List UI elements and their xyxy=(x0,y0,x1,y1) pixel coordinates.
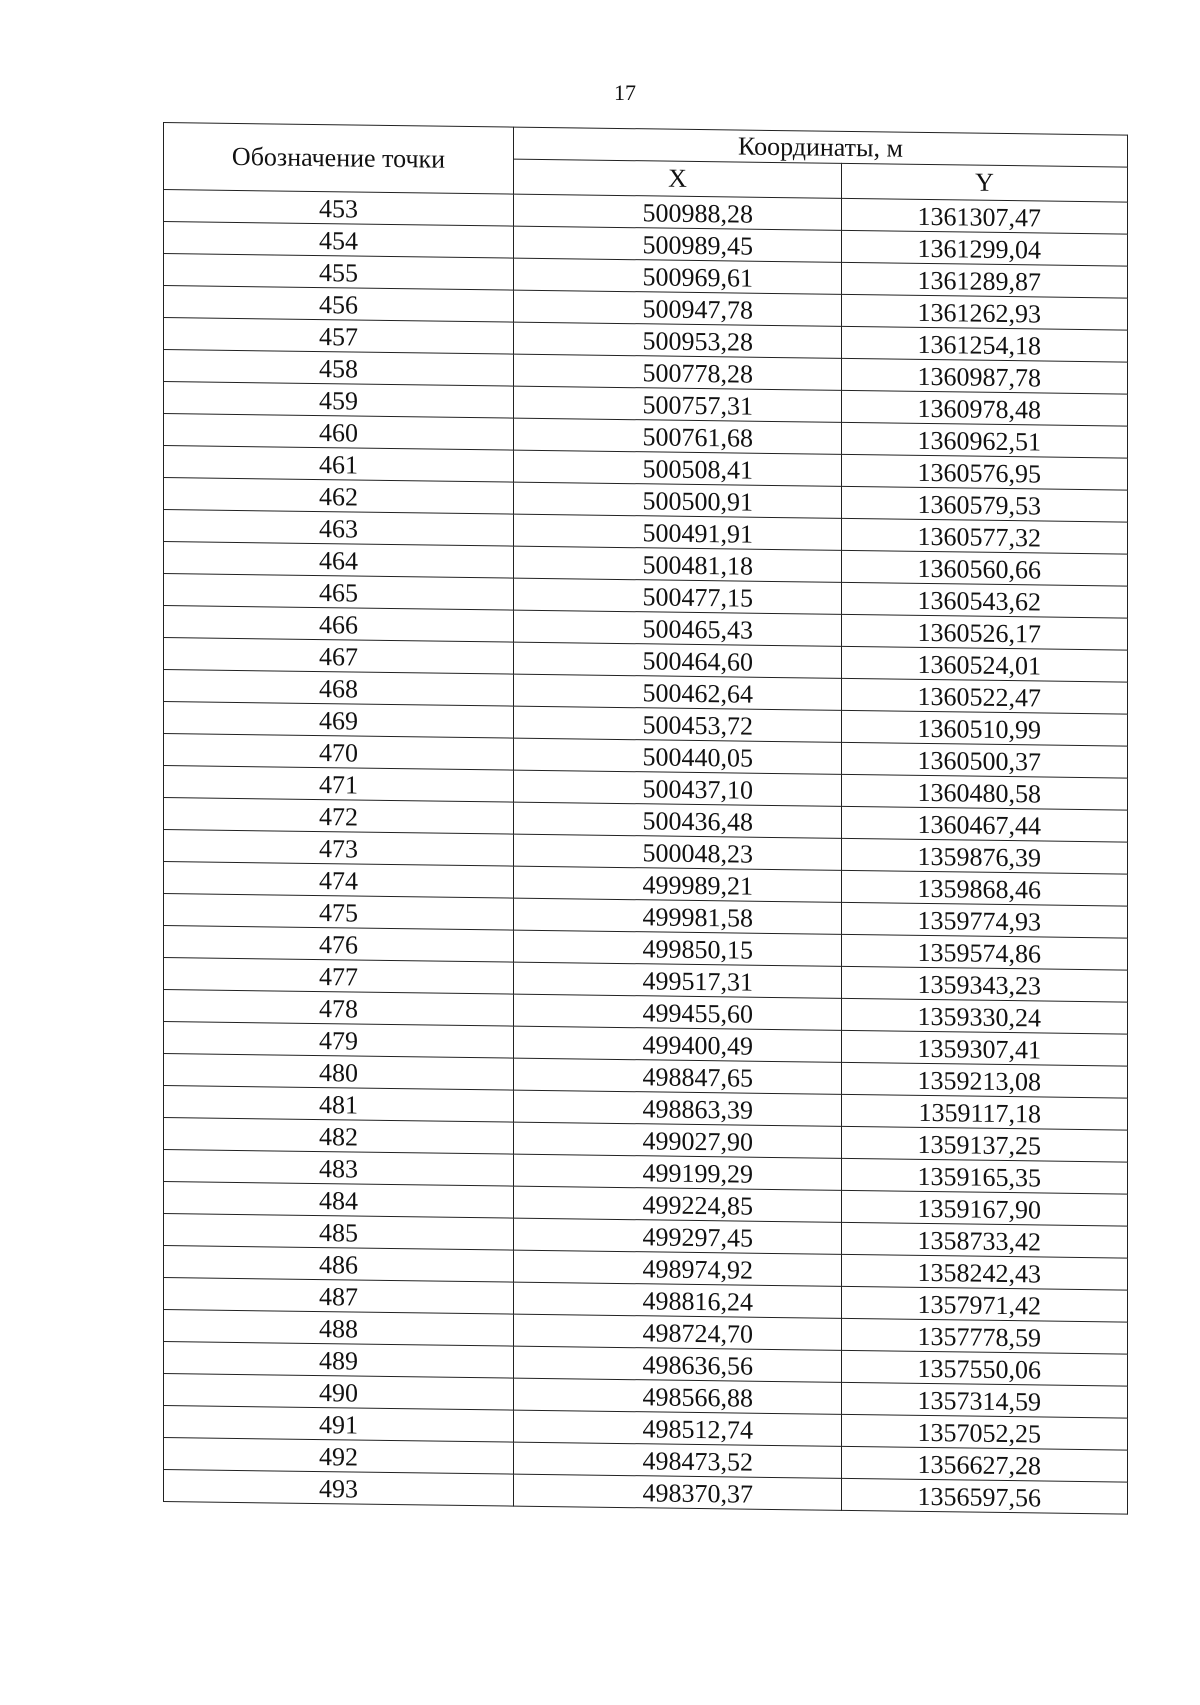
y-coordinate-cell: 1360543,62 xyxy=(842,582,1128,618)
x-coordinate-cell: 499297,45 xyxy=(514,1218,842,1254)
y-coordinate-cell: 1356627,28 xyxy=(842,1446,1128,1482)
point-cell: 456 xyxy=(164,286,514,323)
y-coordinate-cell: 1360524,01 xyxy=(842,646,1128,682)
point-cell: 493 xyxy=(164,1470,514,1507)
header-point-designation: Обозначение точки xyxy=(164,123,514,195)
point-cell: 467 xyxy=(164,638,514,675)
point-cell: 469 xyxy=(164,702,514,739)
x-coordinate-cell: 500491,91 xyxy=(514,514,842,550)
point-cell: 455 xyxy=(164,254,514,291)
x-coordinate-cell: 498636,56 xyxy=(514,1346,842,1382)
x-coordinate-cell: 500757,31 xyxy=(514,386,842,422)
y-coordinate-cell: 1360962,51 xyxy=(842,422,1128,458)
y-coordinate-cell: 1357971,42 xyxy=(842,1286,1128,1322)
coordinates-table xyxy=(163,122,1128,1515)
x-coordinate-cell: 500969,61 xyxy=(514,258,842,294)
y-coordinate-cell: 1361299,04 xyxy=(842,230,1128,266)
point-cell: 481 xyxy=(164,1086,514,1123)
point-cell: 465 xyxy=(164,574,514,611)
point-cell: 480 xyxy=(164,1054,514,1091)
y-coordinate-cell: 1359343,23 xyxy=(842,966,1128,1002)
x-coordinate-cell: 500947,78 xyxy=(514,290,842,326)
y-coordinate-cell: 1357314,59 xyxy=(842,1382,1128,1418)
point-cell: 471 xyxy=(164,766,514,803)
point-cell: 488 xyxy=(164,1310,514,1347)
y-coordinate-cell: 1358733,42 xyxy=(842,1222,1128,1258)
point-cell: 477 xyxy=(164,958,514,995)
x-coordinate-cell: 499989,21 xyxy=(514,866,842,902)
x-coordinate-cell: 500465,43 xyxy=(514,610,842,646)
point-cell: 463 xyxy=(164,510,514,547)
y-coordinate-cell: 1359876,39 xyxy=(842,838,1128,874)
y-coordinate-cell: 1359165,35 xyxy=(842,1158,1128,1194)
x-coordinate-cell: 498847,65 xyxy=(514,1058,842,1094)
x-coordinate-cell: 500761,68 xyxy=(514,418,842,454)
y-coordinate-cell: 1360480,58 xyxy=(842,774,1128,810)
point-cell: 487 xyxy=(164,1278,514,1315)
y-coordinate-cell: 1356597,56 xyxy=(842,1478,1128,1514)
point-cell: 492 xyxy=(164,1438,514,1475)
y-coordinate-cell: 1359213,08 xyxy=(842,1062,1128,1098)
page-number: 17 xyxy=(614,80,636,105)
y-coordinate-cell: 1360579,53 xyxy=(842,486,1128,522)
x-coordinate-cell: 499400,49 xyxy=(514,1026,842,1062)
point-cell: 479 xyxy=(164,1022,514,1059)
x-coordinate-cell: 500048,23 xyxy=(514,834,842,870)
x-coordinate-cell: 498512,74 xyxy=(514,1410,842,1446)
y-coordinate-cell: 1360978,48 xyxy=(842,390,1128,426)
x-coordinate-cell: 500436,48 xyxy=(514,802,842,838)
point-cell: 460 xyxy=(164,414,514,451)
point-cell: 484 xyxy=(164,1182,514,1219)
x-coordinate-cell: 499027,90 xyxy=(514,1122,842,1158)
header-x: X xyxy=(514,160,842,199)
y-coordinate-cell: 1359774,93 xyxy=(842,902,1128,938)
y-coordinate-cell: 1359574,86 xyxy=(842,934,1128,970)
point-cell: 461 xyxy=(164,446,514,483)
y-coordinate-cell: 1357778,59 xyxy=(842,1318,1128,1354)
point-cell: 464 xyxy=(164,542,514,579)
y-coordinate-cell: 1360577,32 xyxy=(842,518,1128,554)
x-coordinate-cell: 499981,58 xyxy=(514,898,842,934)
x-coordinate-cell: 498724,70 xyxy=(514,1314,842,1350)
point-cell: 486 xyxy=(164,1246,514,1283)
point-cell: 491 xyxy=(164,1406,514,1443)
x-coordinate-cell: 500477,15 xyxy=(514,578,842,614)
y-coordinate-cell: 1359137,25 xyxy=(842,1126,1128,1162)
y-coordinate-cell: 1360560,66 xyxy=(842,550,1128,586)
point-cell: 478 xyxy=(164,990,514,1027)
x-coordinate-cell: 500988,28 xyxy=(514,194,842,230)
y-coordinate-cell: 1359167,90 xyxy=(842,1190,1128,1226)
header-y: Y xyxy=(842,164,1128,202)
point-cell: 473 xyxy=(164,830,514,867)
point-cell: 453 xyxy=(164,190,514,227)
y-coordinate-cell: 1361307,47 xyxy=(842,198,1128,234)
point-cell: 483 xyxy=(164,1150,514,1187)
y-coordinate-cell: 1360467,44 xyxy=(842,806,1128,842)
x-coordinate-cell: 499199,29 xyxy=(514,1154,842,1190)
y-coordinate-cell: 1359117,18 xyxy=(842,1094,1128,1130)
point-cell: 489 xyxy=(164,1342,514,1379)
x-coordinate-cell: 500508,41 xyxy=(514,450,842,486)
x-coordinate-cell: 498566,88 xyxy=(514,1378,842,1414)
point-cell: 476 xyxy=(164,926,514,963)
x-coordinate-cell: 498863,39 xyxy=(514,1090,842,1126)
point-cell: 462 xyxy=(164,478,514,515)
y-coordinate-cell: 1360987,78 xyxy=(842,358,1128,394)
y-coordinate-cell: 1359307,41 xyxy=(842,1030,1128,1066)
y-coordinate-cell: 1361262,93 xyxy=(842,294,1128,330)
x-coordinate-cell: 499224,85 xyxy=(514,1186,842,1222)
x-coordinate-cell: 499517,31 xyxy=(514,962,842,998)
table-header xyxy=(164,123,1128,203)
y-coordinate-cell: 1360500,37 xyxy=(842,742,1128,778)
x-coordinate-cell: 500453,72 xyxy=(514,706,842,742)
y-coordinate-cell: 1360526,17 xyxy=(842,614,1128,650)
y-coordinate-cell: 1361289,87 xyxy=(842,262,1128,298)
x-coordinate-cell: 500953,28 xyxy=(514,322,842,358)
point-cell: 454 xyxy=(164,222,514,259)
x-coordinate-cell: 500778,28 xyxy=(514,354,842,390)
y-coordinate-cell: 1357550,06 xyxy=(842,1350,1128,1386)
x-coordinate-cell: 500462,64 xyxy=(514,674,842,710)
y-coordinate-cell: 1357052,25 xyxy=(842,1414,1128,1450)
point-cell: 472 xyxy=(164,798,514,835)
y-coordinate-cell: 1360510,99 xyxy=(842,710,1128,746)
point-cell: 482 xyxy=(164,1118,514,1155)
x-coordinate-cell: 499850,15 xyxy=(514,930,842,966)
header-coordinates: Координаты, м xyxy=(514,127,1128,168)
point-cell: 459 xyxy=(164,382,514,419)
y-coordinate-cell: 1361254,18 xyxy=(842,326,1128,362)
x-coordinate-cell: 498473,52 xyxy=(514,1442,842,1478)
point-cell: 485 xyxy=(164,1214,514,1251)
x-coordinate-cell: 500500,91 xyxy=(514,482,842,518)
x-coordinate-cell: 498974,92 xyxy=(514,1250,842,1286)
y-coordinate-cell: 1360576,95 xyxy=(842,454,1128,490)
x-coordinate-cell: 500464,60 xyxy=(514,642,842,678)
x-coordinate-cell: 500437,10 xyxy=(514,770,842,806)
y-coordinate-cell: 1360522,47 xyxy=(842,678,1128,714)
table-body xyxy=(164,190,1128,1515)
point-cell: 457 xyxy=(164,318,514,355)
x-coordinate-cell: 500481,18 xyxy=(514,546,842,582)
x-coordinate-cell: 500440,05 xyxy=(514,738,842,774)
point-cell: 470 xyxy=(164,734,514,771)
x-coordinate-cell: 498816,24 xyxy=(514,1282,842,1318)
point-cell: 490 xyxy=(164,1374,514,1411)
y-coordinate-cell: 1358242,43 xyxy=(842,1254,1128,1290)
x-coordinate-cell: 498370,37 xyxy=(514,1474,842,1510)
y-coordinate-cell: 1359330,24 xyxy=(842,998,1128,1034)
y-coordinate-cell: 1359868,46 xyxy=(842,870,1128,906)
x-coordinate-cell: 499455,60 xyxy=(514,994,842,1030)
x-coordinate-cell: 500989,45 xyxy=(514,226,842,262)
point-cell: 458 xyxy=(164,350,514,387)
point-cell: 474 xyxy=(164,862,514,899)
point-cell: 468 xyxy=(164,670,514,707)
point-cell: 466 xyxy=(164,606,514,643)
point-cell: 475 xyxy=(164,894,514,931)
